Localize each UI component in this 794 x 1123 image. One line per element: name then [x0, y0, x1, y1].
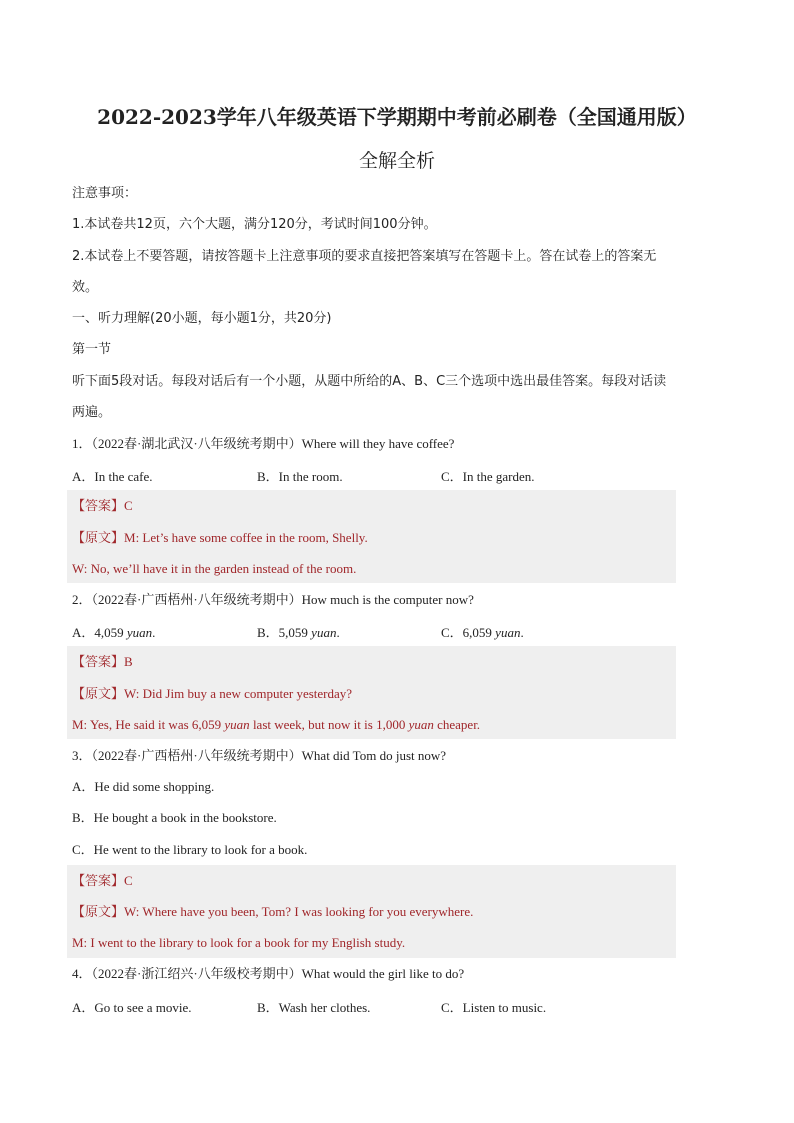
- section-title: 一、听力理解(20小题，每小题1分，共20分): [72, 311, 332, 326]
- question-1-answer: [72, 497, 133, 516]
- question-2-option-b: B．5,059 yuan.: [257, 625, 340, 640]
- question-1-stem: 1．（2022春·湖北武汉·八年级统考期中）Where will they have coffee?: [72, 436, 455, 451]
- page-subtitle: 全解全析: [358, 150, 435, 172]
- question-3-option-a: A．He did some shopping.: [72, 779, 215, 794]
- option-text: A．4,059: [72, 625, 124, 640]
- question-1-option-b: B．In the room.: [257, 469, 343, 484]
- section-part: 第一节: [72, 342, 112, 357]
- option-unit: yuan: [495, 625, 521, 640]
- question-2-answer: [72, 653, 133, 672]
- source-label: 【原文】: [72, 687, 125, 702]
- question-2-stem: 2．（2022春·广西梧州·八年级统考期中）How much is the computer now?: [72, 592, 474, 607]
- source-text-b: last week, but now it is 1,000: [249, 717, 409, 732]
- option-unit: yuan: [311, 625, 337, 640]
- question-1-option-c: C．In the garden.: [441, 469, 535, 484]
- question-4-stem: 4．（2022春·浙江绍兴·八年级校考期中）What would the girl like to do?: [72, 966, 465, 981]
- notes-heading: 注意事项：: [72, 186, 138, 201]
- option-text: C．6,059: [441, 625, 492, 640]
- question-3-option-b: B．He bought a book in the bookstore.: [72, 810, 277, 825]
- answer-value: B: [124, 654, 133, 669]
- answer-label: 【答案】: [72, 655, 125, 670]
- source-text: W: Did Jim buy a new computer yesterday?: [124, 686, 353, 701]
- source-label: 【原文】: [72, 905, 125, 920]
- notes-item-1: 1.本试卷共12页，六个大题，满分120分，考试时间100分钟。: [72, 217, 437, 232]
- answer-label: 【答案】: [72, 499, 125, 514]
- page-title: 2022-2023学年八年级英语下学期期中考前必刷卷（全国通用版）: [97, 105, 697, 129]
- source-text: M: Let’s have some coffee in the room, Shelly.: [124, 530, 368, 545]
- source-unit: yuan: [224, 717, 250, 732]
- question-3-source-1: [72, 903, 473, 922]
- question-2-option-a: A．4,059 yuan.: [72, 625, 156, 640]
- answer-label: 【答案】: [72, 874, 125, 889]
- answer-value: C: [124, 873, 133, 888]
- source-unit: yuan: [408, 717, 434, 732]
- question-4-option-c: C．Listen to music.: [441, 1000, 547, 1015]
- question-2-source-2: [72, 716, 480, 734]
- question-2-source-1: [72, 685, 352, 704]
- source-text-c: cheaper.: [433, 717, 481, 732]
- question-4-option-b: B．Wash her clothes.: [257, 1000, 371, 1015]
- answer-value: C: [124, 498, 133, 513]
- notes-item-2: 2.本试卷上不要答题，请按答题卡上注意事项的要求直接把答案填写在答题卡上。答在试卷上的答案无效。: [72, 249, 657, 295]
- option-unit: yuan: [126, 625, 153, 640]
- question-4-option-a: A．Go to see a movie.: [72, 1000, 192, 1015]
- question-2-option-c: C．6,059 yuan.: [441, 625, 524, 640]
- question-1-source-1: [72, 529, 368, 548]
- question-3-option-c: C．He went to the library to look for a book.: [72, 842, 308, 857]
- question-3-stem: 3．（2022春·广西梧州·八年级统考期中）What did Tom do just now?: [72, 748, 447, 763]
- source-text: W: Where have you been, Tom? I was looking for you everywhere.: [124, 904, 474, 919]
- question-1-option-a: A．In the cafe.: [72, 469, 153, 484]
- option-text: B．5,059: [257, 625, 308, 640]
- source-label: 【原文】: [72, 531, 125, 546]
- question-1-source-2: W: No, we’ll have it in the garden instead of the room.: [72, 561, 357, 576]
- question-3-answer: [72, 872, 133, 891]
- question-3-source-2: M: I went to the library to look for a book for my English study.: [72, 935, 406, 950]
- source-text-a: M: Yes, He said it was 6,059: [72, 717, 225, 732]
- section-instruction: 听下面5段对话。每段对话后有一个小题，从题中所给的A、B、C三个选项中选出最佳答案。每段对话读两遍。: [72, 374, 667, 420]
